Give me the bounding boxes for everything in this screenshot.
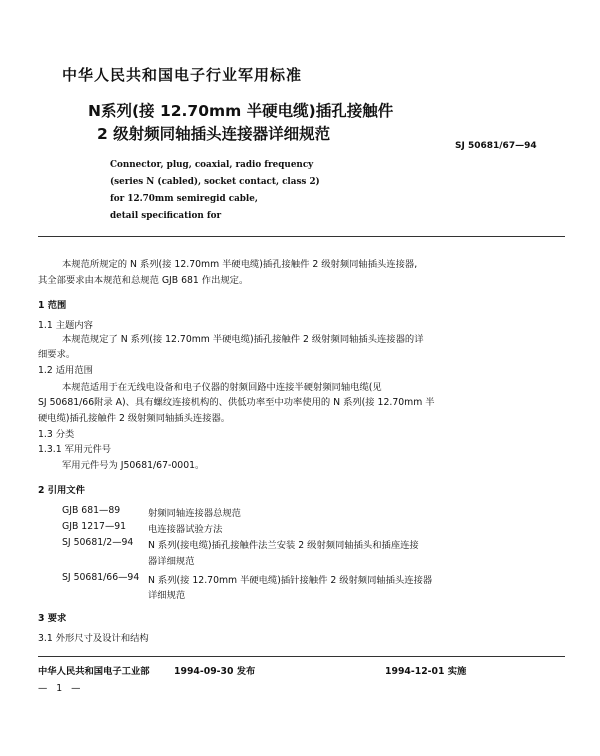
title-en-line-2: (series N (cabled), socket contact, class 2): [110, 177, 320, 187]
footer-divider: [38, 656, 565, 657]
section-1-2-heading: 1.2 适用范围: [38, 365, 93, 376]
reference-code: GJB 681—89: [62, 505, 121, 516]
section-1-2-text-line-1: 本规范适用于在无线电设备和电子仪器的射频回路中连接半硬射频同轴电缆(见: [62, 382, 382, 393]
section-1-3-1-text: 军用元件号为 J50681/67-0001。: [62, 460, 205, 471]
title-zh-line-2: 2 级射频同轴插头连接器详细规范: [97, 125, 331, 143]
section-1-heading: 1 范围: [38, 300, 67, 311]
reference-title: N 系列(接电缆)插孔接触件法兰安装 2 级射频同轴插头和插座连接: [148, 540, 419, 551]
footer-implementation-date: 1994-12-01 实施: [385, 666, 467, 677]
section-1-3-heading: 1.3 分类: [38, 429, 75, 440]
footer-issue-date: 1994-09-30 发布: [174, 666, 256, 677]
reference-title: 射频同轴连接器总规范: [148, 508, 241, 519]
standard-type-header: 中华人民共和国电子行业军用标准: [62, 66, 303, 84]
reference-code: SJ 50681/2—94: [62, 537, 134, 548]
reference-title: 电连接器试验方法: [148, 524, 223, 535]
header-divider: [38, 236, 565, 237]
title-en-line-1: Connector, plug, coaxial, radio frequency: [110, 160, 314, 170]
standard-code: SJ 50681/67—94: [455, 141, 537, 151]
intro-paragraph-line-2: 其全部要求由本规范和总规范 GJB 681 作出规定。: [38, 275, 249, 286]
reference-title: N 系列(接 12.70mm 半硬电缆)插针接触件 2 级射频同轴插头连接器: [148, 575, 433, 586]
section-1-1-text-line-2: 细要求。: [38, 349, 76, 360]
reference-code: SJ 50681/66—94: [62, 572, 140, 583]
section-1-2-text-line-2: SJ 50681/66附录 A)、具有螺纹连接机构的、供低功率至中功率使用的 N 系列(接 12.70mm 半: [38, 397, 435, 408]
section-2-heading: 2 引用文件: [38, 485, 85, 496]
section-1-3-1-heading: 1.3.1 军用元件号: [38, 444, 112, 455]
intro-paragraph-line-1: 本规范所规定的 N 系列(接 12.70mm 半硬电缆)插孔接触件 2 级射频同轴插头连接器,: [62, 259, 418, 270]
title-en-line-4: detail specification for: [110, 211, 222, 221]
page-number: — 1 —: [38, 683, 84, 694]
reference-title-continued: 详细规范: [148, 590, 186, 601]
title-en-line-3: for 12.70mm semiregid cable,: [110, 194, 258, 204]
section-1-1-text-line-1: 本规范规定了 N 系列(接 12.70mm 半硬电缆)插孔接触件 2 级射频同轴插头连接器的详: [62, 334, 424, 345]
reference-title-continued: 器详细规范: [148, 556, 195, 567]
section-3-1-heading: 3.1 外形尺寸及设计和结构: [38, 633, 149, 644]
section-1-1-heading: 1.1 主题内容: [38, 320, 93, 331]
section-3-heading: 3 要求: [38, 613, 67, 624]
reference-code: GJB 1217—91: [62, 521, 127, 532]
section-1-2-text-line-3: 硬电缆)插孔接触件 2 级射频同轴插头连接器。: [38, 413, 231, 424]
title-zh-line-1: N系列(接 12.70mm 半硬电缆)插孔接触件: [88, 102, 394, 120]
footer-organization: 中华人民共和国电子工业部: [38, 666, 150, 677]
